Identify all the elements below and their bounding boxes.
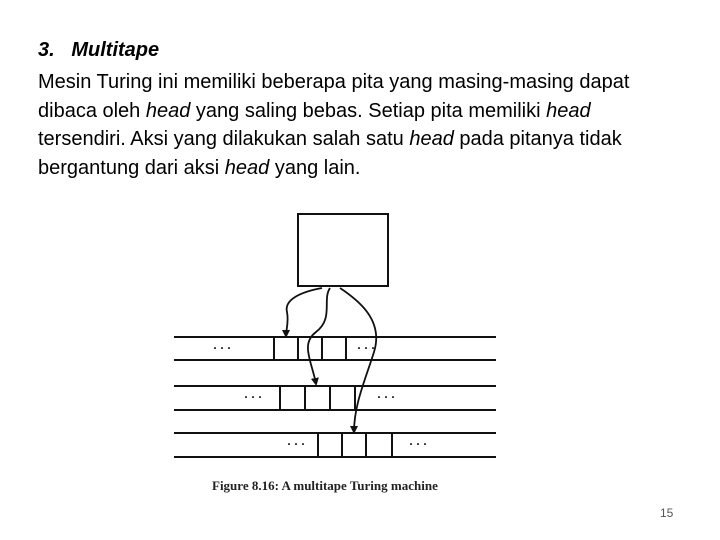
text-run: yang saling bebas. Setiap pita memiliki <box>190 99 547 122</box>
text-run: pada pitanya tidak bergantung dari aksi <box>38 128 622 179</box>
emphasis-head: head <box>409 128 454 150</box>
emphasis-head: head <box>145 99 191 122</box>
text-run: tersendiri. Aksi yang dilakukan salah satu <box>38 128 410 150</box>
emphasis-head: head <box>546 99 591 122</box>
text-run: Mesin Turing ini memiliki beberapa pita yang masing-masing dapat dibaca oleh <box>38 71 630 122</box>
tape-3-ellipsis-left: · · · <box>286 437 306 451</box>
section-number: 3. <box>38 39 55 61</box>
text-run: yang lain. <box>269 156 361 179</box>
tape-1-ellipsis-right: · · · <box>356 341 376 355</box>
emphasis-head: head <box>224 156 270 179</box>
tape-2 <box>174 386 496 410</box>
tape-2-ellipsis-right: · · · <box>376 390 396 404</box>
tape-3 <box>174 433 496 457</box>
control-box <box>298 214 388 286</box>
head-arrow-1 <box>286 288 322 336</box>
tape-2-ellipsis-left: · · · <box>243 390 263 404</box>
page-number: 15 <box>660 506 674 520</box>
section-title: Multitape <box>71 39 160 61</box>
figure-caption: Figure 8.16: A multitape Turing machine <box>212 478 438 493</box>
tape-1-ellipsis-left: · · · <box>212 341 232 355</box>
tape-3-ellipsis-right: · · · <box>408 437 428 451</box>
